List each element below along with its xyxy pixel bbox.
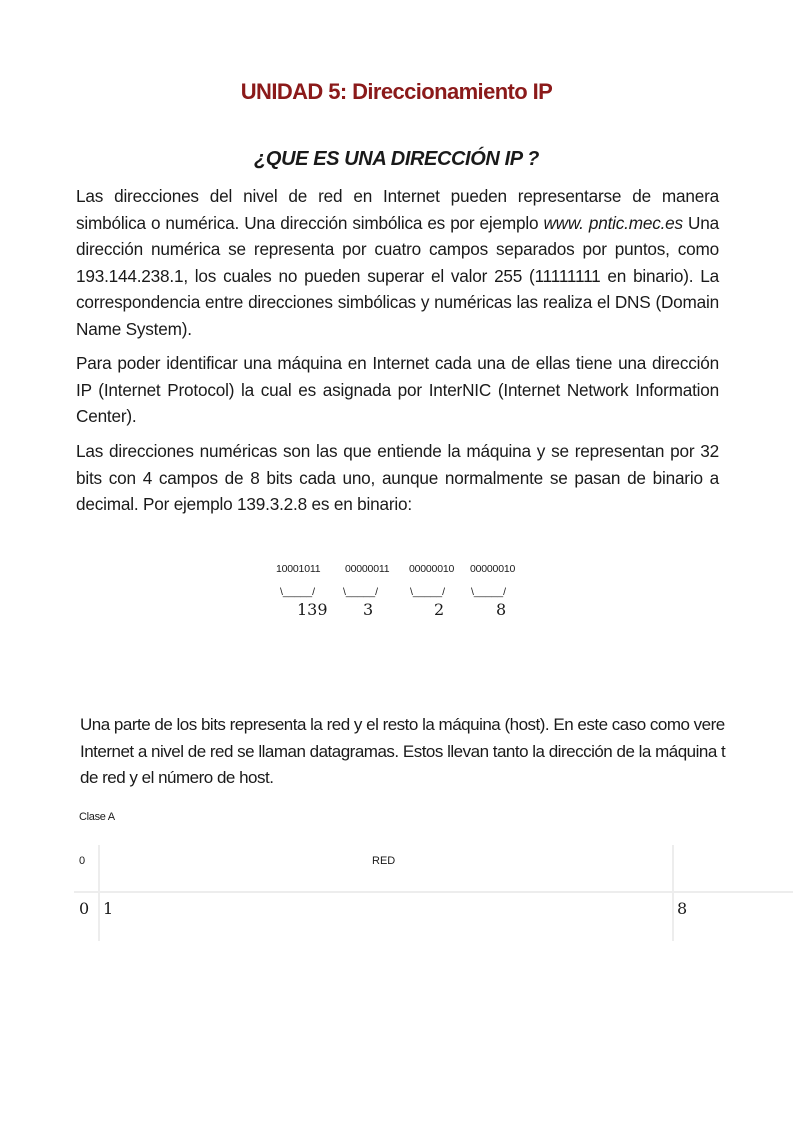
- table-cell: [74, 893, 100, 941]
- table-cell: [100, 893, 674, 941]
- paragraph-host-network: [80, 712, 793, 792]
- paragraph-host-network-line: de red y el número de host.: [80, 768, 274, 787]
- example-address: www. pntic.mec.es: [543, 212, 683, 233]
- section-heading: ¿QUE ES UNA DIRECCIÓN IP ?: [254, 148, 539, 170]
- table-cell-text: 8: [677, 899, 688, 918]
- paragraph-ip-assignment: Para poder identificar una máquina en Internet cada una de ellas tiene una dirección IP (Internet Protocol) la cual es asignada por InterNIC (Internet Network Information Center).: [76, 353, 719, 426]
- table-cell: [674, 845, 793, 893]
- brace-1: \_____/: [280, 586, 316, 598]
- decimal-octet-2: 3: [363, 600, 374, 619]
- table-cell-text: 1: [103, 899, 114, 918]
- table-cell-text: RED: [372, 855, 396, 867]
- paragraph-binary-intro: Las direcciones numéricas son las que entiende la máquina y se representan por 32 bits con 4 campos de 8 bits cada uno, aunque normalmente se pasan de binario a decimal. Por ejemplo 139.3.2.8 es en binario:: [76, 441, 719, 514]
- binary-octet-4: 00000010: [470, 563, 516, 575]
- decimal-octet-4: 8: [496, 600, 507, 619]
- table-cell-text: 0: [79, 899, 90, 918]
- binary-octet-3: 00000010: [409, 563, 455, 575]
- decimal-octet-3: 2: [434, 600, 445, 619]
- binary-octet-2: 00000011: [345, 563, 390, 575]
- brace-2: \_____/: [343, 586, 379, 598]
- decimal-octet-1: 139: [297, 600, 328, 619]
- table-cell: [74, 845, 100, 893]
- brace-3: \_____/: [410, 586, 446, 598]
- table-cell: [674, 893, 793, 941]
- paragraph-intro-text-a: Las direcciones del nivel de red en Internet pueden representarse de manera simbólica o numérica. Una dirección simbólica es por ejemplo: [76, 186, 719, 233]
- paragraph-intro: [76, 183, 719, 342]
- binary-octet-1: 10001011: [276, 563, 321, 575]
- page-title: UNIDAD 5: Direccionamiento IP: [240, 79, 553, 104]
- class-a-table: [74, 845, 793, 941]
- table-cell: [100, 845, 674, 893]
- paragraph-host-network-line: Internet a nivel de red se llaman datagramas. Estos llevan tanto la dirección de la máquina t: [80, 741, 726, 761]
- class-a-label: Clase A: [79, 811, 115, 823]
- table-cell-text: 0: [79, 855, 86, 867]
- paragraph-intro-text-b: Una dirección numérica se representa por cuatro campos separados por puntos, como 193.144.238.1, los cuales no pueden superar el valor 255 (11111111 en binario). La correspondencia entre direcciones simbólicas y numéricas las realiza el DNS (Domain Name System).: [76, 212, 719, 339]
- paragraph-host-network-line: Una parte de los bits representa la red y el resto la máquina (host). En este caso como vere: [80, 715, 725, 734]
- brace-4: \_____/: [471, 586, 507, 598]
